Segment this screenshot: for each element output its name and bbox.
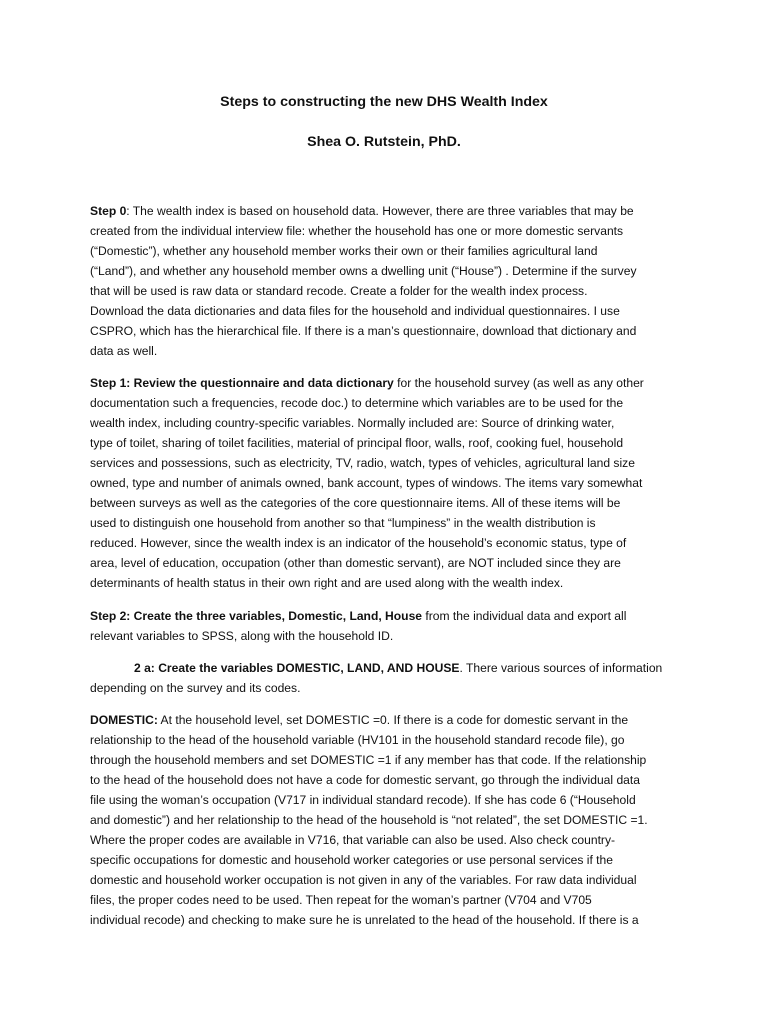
domestic-line: relationship to the head of the household variable (HV101 in the household standard recode file), go xyxy=(90,733,625,747)
step-1-line: services and possessions, such as electricity, TV, radio, watch, types of vehicles, agricultural land size xyxy=(90,456,635,470)
step-0-paragraph xyxy=(90,201,680,361)
step-1-line: between surveys as well as the categories of the core questionnaire items. All of these items will be xyxy=(90,496,621,510)
step-0-line: Step 0: The wealth index is based on household data. However, there are three variables that may be xyxy=(90,204,634,218)
step-2-paragraph xyxy=(90,606,680,646)
domestic-line: and domestic”) and her relationship to the head of the household is “not related”, the set DOMESTIC =1. xyxy=(90,813,648,827)
step-0-line: CSPRO, which has the hierarchical file. If there is a man’s questionnaire, download that dictionary and xyxy=(90,324,637,338)
step-2-line: Step 2: Create the three variables, Domestic, Land, House from the individual data and export all xyxy=(90,609,627,623)
step-1-line: determinants of health status in their own right and are used along with the wealth index. xyxy=(90,576,564,590)
step-0-line: Download the data dictionaries and data files for the household and individual questionnaires. I use xyxy=(90,304,620,318)
domestic-line: DOMESTIC: At the household level, set DOMESTIC =0. If there is a code for domestic servant in the xyxy=(90,713,629,727)
step-2-label: Step 2 xyxy=(90,609,127,623)
step-2-line: relevant variables to SPSS, along with the household ID. xyxy=(90,629,394,643)
step-2-heading: : Create the three variables, Domestic, Land, House xyxy=(126,609,423,623)
domestic-line: Where the proper codes are available in V716, that variable can also be used. Also check country- xyxy=(90,833,616,847)
step-0-line: (“Land”), and whether any household member owns a dwelling unit (“House”) . Determine if the survey xyxy=(90,264,637,278)
domestic-label: DOMESTIC: xyxy=(90,713,158,727)
step-1-line: documentation such a frequencies, recode doc.) to determine which variables are to be used for the xyxy=(90,396,624,410)
domestic-line: individual recode) and checking to make sure he is unrelated to the head of the household. If there is a xyxy=(90,913,639,927)
step-2a-heading: 2 a: Create the variables DOMESTIC, LAND, AND HOUSE xyxy=(134,661,460,675)
domestic-line: file using the woman’s occupation (V717 in individual standard recode). If she has code 6 (“Household xyxy=(90,793,636,807)
domestic-line: to the head of the household does not have a code for domestic servant, go through the individual data xyxy=(90,773,640,787)
step-1-line: used to distinguish one household from another so that “lumpiness” in the wealth distribution is xyxy=(90,516,596,530)
step-1-line: Step 1: Review the questionnaire and data dictionary for the household survey (as well as any other xyxy=(90,376,644,390)
step-2a-line: depending on the survey and its codes. xyxy=(90,681,301,695)
domestic-paragraph xyxy=(90,710,680,930)
step-1-line: area, level of education, occupation (other than domestic servant), are NOT included since they are xyxy=(90,556,621,570)
step-2a-paragraph xyxy=(90,658,680,698)
step-0-line: created from the individual interview file: whether the household has one or more domestic servants xyxy=(90,224,624,238)
step-1-line: reduced. However, since the wealth index is an indicator of the household’s economic status, type of xyxy=(90,536,627,550)
domestic-line: domestic and household worker occupation is not given in any of the variables. For raw data individual xyxy=(90,873,637,887)
step-2a-line: 2 a: Create the variables DOMESTIC, LAND, AND HOUSE. There various sources of information xyxy=(134,661,663,675)
document-author: Shea O. Rutstein, PhD. xyxy=(307,134,461,150)
step-1-heading: : Review the questionnaire and data dictionary xyxy=(126,376,394,390)
document-title: Steps to constructing the new DHS Wealth Index xyxy=(220,94,548,110)
step-0-line: (“Domestic”), whether any household member works their own or their families agricultural land xyxy=(90,244,598,258)
step-0-line: data as well. xyxy=(90,344,158,358)
step-1-line: owned, type and number of animals owned, bank account, types of windows. The items vary somewhat xyxy=(90,476,643,490)
step-1-line: type of toilet, sharing of toilet facilities, material of principal floor, walls, roof, cooking fuel, household xyxy=(90,436,624,450)
step-0-label: Step 0 xyxy=(90,204,127,218)
step-1-label: Step 1 xyxy=(90,376,127,390)
domestic-line: through the household members and set DOMESTIC =1 if any member has that code. If the relationship xyxy=(90,753,647,767)
domestic-line: files, the proper codes need to be used. Then repeat for the woman’s partner (V704 and V705 xyxy=(90,893,592,907)
step-1-line: wealth index, including country-specific variables. Normally included are: Source of drinking water, xyxy=(90,416,615,430)
step-1-paragraph xyxy=(90,373,680,593)
domestic-line: specific occupations for domestic and household worker categories or use personal services if the xyxy=(90,853,613,867)
step-0-line: that will be used is raw data or standard recode. Create a folder for the wealth index process. xyxy=(90,284,588,298)
